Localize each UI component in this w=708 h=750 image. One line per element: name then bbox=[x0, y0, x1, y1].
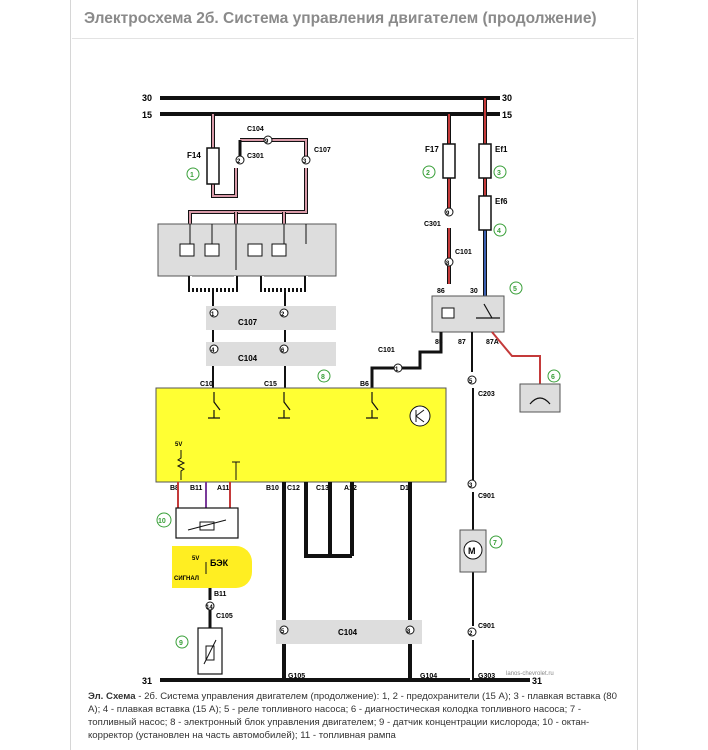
c104-box-label: C104 bbox=[238, 354, 258, 363]
svg-text:2: 2 bbox=[469, 631, 473, 637]
svg-text:C901: C901 bbox=[478, 493, 495, 500]
bus-15-label-left: 15 bbox=[142, 110, 153, 120]
svg-text:3: 3 bbox=[469, 483, 473, 489]
bus-31-label-left: 31 bbox=[142, 676, 153, 686]
c104-connector-box bbox=[206, 342, 336, 366]
f14-label: F14 bbox=[187, 151, 201, 160]
c107-connector-box bbox=[206, 306, 336, 330]
svg-text:G303: G303 bbox=[478, 673, 496, 680]
svg-text:5V: 5V bbox=[192, 556, 200, 562]
svg-text:M: M bbox=[468, 546, 476, 556]
svg-text:87A: 87A bbox=[486, 339, 499, 346]
svg-text:C203: C203 bbox=[478, 391, 495, 398]
svg-text:5: 5 bbox=[469, 379, 473, 385]
c107-box-label: C107 bbox=[238, 318, 258, 327]
caption-text: - 2б. Система управления двигателем (продолжение): 1, 2 - предохранители (15 А); 3 - плавкая вставка (80 А); 4 - плавкая вставка (15 А); 5 - реле топливного насоса; 6 - диагностическая колодка топливного насоса; 7 - топливный насос; 8 - электронный блок управления двигателем; 9 - датчик концентрации кислорода; 10 - октан-корректор (установлен на часть автомобилей); 11 - топливная рампа bbox=[88, 691, 617, 741]
svg-text:Ef1: Ef1 bbox=[495, 145, 508, 154]
svg-text:C10: C10 bbox=[200, 381, 213, 388]
svg-text:A12: A12 bbox=[344, 485, 357, 492]
c104-top-label: C104 bbox=[247, 126, 264, 133]
bus-31-label-right: 31 bbox=[532, 676, 543, 686]
c301-top-label: C301 bbox=[247, 153, 264, 160]
svg-text:C13: C13 bbox=[316, 485, 329, 492]
svg-text:3: 3 bbox=[497, 170, 501, 177]
bus-30-label-left: 30 bbox=[142, 93, 153, 103]
svg-text:G104: G104 bbox=[420, 673, 438, 680]
svg-text:C12: C12 bbox=[287, 485, 300, 492]
svg-text:5V: 5V bbox=[175, 442, 183, 448]
watermark: lanos-chevrolet.ru bbox=[506, 671, 554, 677]
svg-text:B8: B8 bbox=[170, 485, 179, 492]
svg-text:86: 86 bbox=[437, 288, 445, 295]
octane-corrector bbox=[176, 508, 238, 538]
svg-text:2: 2 bbox=[281, 312, 285, 318]
svg-text:F17: F17 bbox=[425, 145, 439, 154]
svg-text:9: 9 bbox=[446, 211, 450, 217]
injector-outputs bbox=[190, 276, 306, 306]
svg-text:6: 6 bbox=[551, 374, 555, 381]
svg-text:8: 8 bbox=[321, 374, 325, 381]
c107-top-label: C107 bbox=[314, 147, 331, 154]
svg-text:B11: B11 bbox=[190, 485, 203, 492]
page-title: Электросхема 2б. Система управления двигателем (продолжение) bbox=[84, 10, 597, 27]
svg-text:10: 10 bbox=[158, 518, 166, 525]
svg-text:Ef6: Ef6 bbox=[495, 197, 508, 206]
svg-text:1: 1 bbox=[190, 172, 194, 179]
svg-text:8: 8 bbox=[407, 629, 411, 635]
svg-text:30: 30 bbox=[470, 288, 478, 295]
svg-text:C901: C901 bbox=[478, 623, 495, 630]
svg-text:C101: C101 bbox=[455, 249, 472, 256]
svg-text:B10: B10 bbox=[266, 485, 279, 492]
svg-text:1: 1 bbox=[211, 312, 215, 318]
svg-text:C104: C104 bbox=[338, 628, 358, 637]
svg-text:5: 5 bbox=[281, 629, 285, 635]
svg-text:87: 87 bbox=[458, 339, 466, 346]
svg-text:C105: C105 bbox=[216, 613, 233, 620]
svg-text:БЭК: БЭК bbox=[210, 558, 229, 568]
ecu-transistor bbox=[410, 406, 430, 426]
svg-text:8: 8 bbox=[446, 261, 450, 267]
svg-text:9: 9 bbox=[265, 139, 269, 145]
ecu-block bbox=[156, 388, 446, 482]
svg-text:1: 1 bbox=[395, 367, 399, 373]
svg-text:4: 4 bbox=[211, 348, 215, 354]
svg-text:9: 9 bbox=[179, 640, 183, 647]
svg-text:СИГНАЛ: СИГНАЛ bbox=[174, 576, 199, 582]
figure-caption bbox=[88, 690, 628, 742]
fuse-ef6 bbox=[479, 196, 491, 230]
svg-text:6: 6 bbox=[281, 348, 285, 354]
svg-text:C101: C101 bbox=[378, 347, 395, 354]
bus-30-label-right: 30 bbox=[502, 93, 513, 103]
svg-text:B11: B11 bbox=[214, 591, 227, 598]
svg-text:14: 14 bbox=[206, 605, 213, 611]
fuse-f14 bbox=[207, 148, 219, 184]
svg-text:D1: D1 bbox=[400, 485, 409, 492]
caption-label: Эл. Схема bbox=[88, 691, 136, 702]
svg-text:B6: B6 bbox=[360, 381, 369, 388]
svg-text:C15: C15 bbox=[264, 381, 277, 388]
svg-text:4: 4 bbox=[497, 228, 501, 235]
svg-text:2: 2 bbox=[426, 170, 430, 177]
bus-15-label-right: 15 bbox=[502, 110, 513, 120]
svg-text:5: 5 bbox=[513, 286, 517, 293]
svg-text:G105: G105 bbox=[288, 673, 306, 680]
svg-text:2: 2 bbox=[237, 159, 241, 165]
fuse-ef1 bbox=[479, 144, 491, 178]
svg-text:3: 3 bbox=[303, 159, 307, 165]
svg-text:7: 7 bbox=[493, 540, 497, 547]
svg-text:85: 85 bbox=[435, 339, 443, 346]
fuse-f17 bbox=[443, 144, 455, 178]
svg-text:A11: A11 bbox=[217, 485, 230, 492]
svg-text:C301: C301 bbox=[424, 221, 441, 228]
